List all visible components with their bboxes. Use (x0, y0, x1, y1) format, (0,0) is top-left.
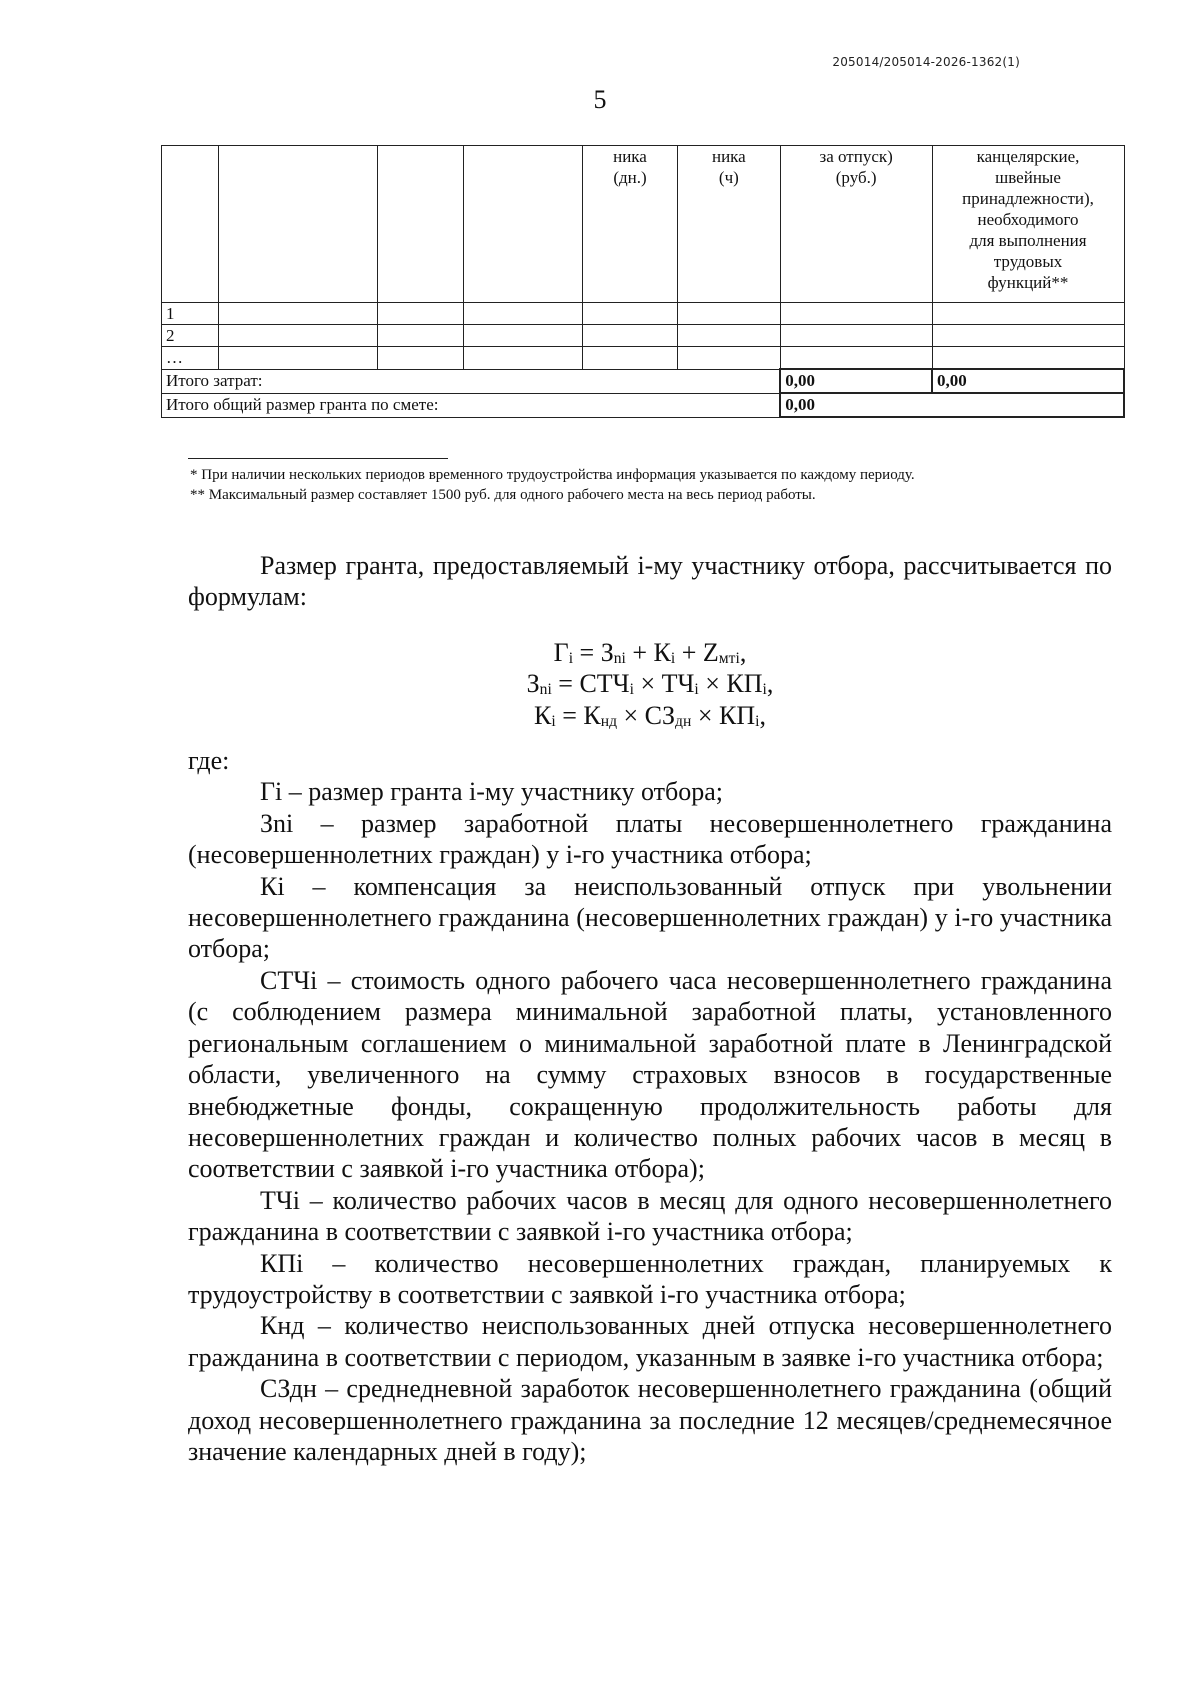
table-row (162, 325, 1125, 347)
header-cell (162, 146, 219, 303)
cost-table (161, 145, 1125, 418)
header-cell: ника (дн.) (583, 146, 678, 303)
definition-paragraph: ТЧi – количество рабочих часов в месяц для одного несовершеннолетнего гражданина в соответствии с заявкой i-го участника отбора; (188, 1185, 1112, 1247)
definition-paragraph: КПi – количество несовершеннолетних граждан, планируемых к трудоустройству в соответствии с заявкой i-го участника отбора; (188, 1248, 1112, 1309)
definition-paragraph: СЗдн – среднедневной заработок несовершеннолетнего гражданина (общий доход несовершеннолетнего гражданина за последние 12 месяцев/среднемесячное значение календарных дней в году); (188, 1374, 1112, 1466)
formula-compensation: $К_i = К_{нд} \times СЗ_{дн} \times КП_i$, (534, 700, 766, 730)
document-id: 205014/205014-2026-1362(1) (832, 55, 1020, 69)
total-grant-value: 0,00 (780, 393, 1124, 417)
header-cell: ника (ч) (677, 146, 780, 303)
page-number: 5 (593, 85, 607, 114)
formula-salary: $З_{ni} = СТЧ_i \times ТЧ_i \times КП_i$, (526, 669, 774, 699)
total-grant-label: Итого общий размер гранта по смете: (162, 393, 781, 417)
row-number: … (162, 347, 219, 370)
document-body (188, 550, 1112, 1467)
table-row (162, 303, 1125, 325)
intro-paragraph: Размер гранта, предоставляемый i-му участнику отбора, рассчитывается по формулам: (188, 551, 1112, 612)
definition-paragraph: Гi – размер гранта i-му участнику отбора; (260, 777, 723, 807)
header-cell (464, 146, 583, 303)
footnotes (190, 465, 1130, 505)
formula-grant: $Г_i = З_{ni} + К_i + Z_{мтi}$, (553, 637, 747, 667)
footnote: ** Максимальный размер составляет 1500 руб. для одного рабочего места на весь период работы. (190, 487, 816, 503)
row-number: 2 (162, 325, 219, 347)
footnote-divider (188, 458, 448, 459)
formula-block (188, 637, 1112, 731)
total-costs-value: 0,00 (780, 369, 932, 393)
row-number: 1 (162, 303, 219, 325)
footnote: * При наличии нескольких периодов временного трудоустройства информация указывается по каждому периоду. (190, 467, 915, 483)
total-costs-label: Итого затрат: (162, 369, 781, 393)
where-label: где: (188, 746, 230, 776)
definition-paragraph: СТЧi – стоимость одного рабочего часа несовершеннолетнего гражданина (с соблюдением размера минимальной заработной платы, установленного региональным соглашением о минимальной заработной плате в Ленинградской области, увеличенного на сумму страховых взносов в государственные внебюджетные фонды, сокращенную продолжительность работы для несовершеннолетних граждан и количество полных рабочих часов в месяц в соответствии с заявкой i-го участника отбора); (188, 965, 1112, 1184)
header-cell: канцелярские, швейные принадлежности), необходимого для выполнения трудовых функций** (932, 146, 1124, 303)
definition-paragraph: Зni – размер заработной платы несовершеннолетнего гражданина (несовершеннолетних граждан) у i-го участника отбора; (188, 808, 1112, 870)
definition-paragraph: Кi – компенсация за неиспользованный отпуск при увольнении несовершеннолетнего гражданина (несовершеннолетних граждан) у i-го участника отбора; (188, 871, 1112, 964)
definition-paragraph: Кнд – количество неиспользованных дней отпуска несовершеннолетнего гражданина в соответствии с периодом, указанным в заявке i-го участника отбора; (188, 1311, 1112, 1372)
total-costs-row (162, 369, 1125, 393)
total-grant-row (162, 393, 1125, 417)
header-cell (377, 146, 464, 303)
table-header-row (162, 146, 1125, 303)
header-cell: за отпуск) (руб.) (780, 146, 932, 303)
total-costs-value: 0,00 (932, 369, 1124, 393)
table-row (162, 347, 1125, 370)
header-cell (218, 146, 377, 303)
